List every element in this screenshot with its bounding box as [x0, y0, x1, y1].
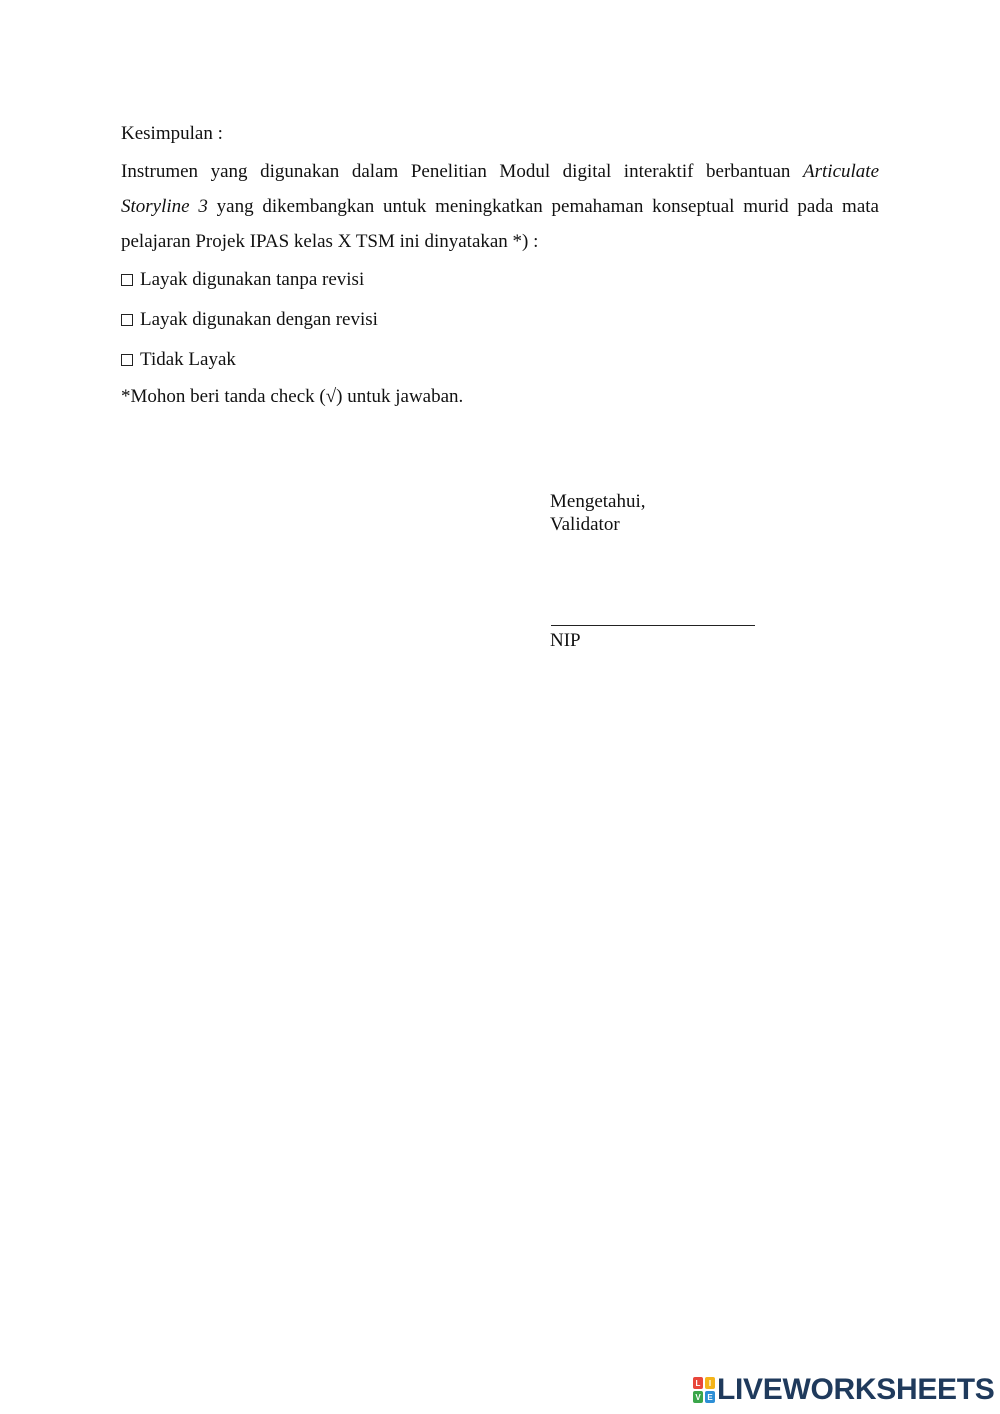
liveworksheets-logo-text: LIVEWORKSHEETS	[717, 1373, 995, 1406]
signature-nip: NIP	[550, 630, 581, 651]
signature-role: Validator	[550, 514, 620, 535]
paragraph-line-1	[121, 154, 879, 189]
conclusion-paragraph	[121, 154, 879, 259]
liveworksheets-logo	[693, 1373, 995, 1407]
paragraph-line-3	[121, 224, 879, 259]
paragraph-text-2: yang dikembangkan untuk meningkatkan pemahaman konseptual murid pada mata	[207, 196, 879, 217]
paragraph-text-1: Instrumen yang digunakan dalam Penelitian Modul digital interaktif berbantuan	[121, 161, 804, 182]
checkbox-icon[interactable]	[121, 274, 133, 286]
paragraph-line-2	[121, 189, 879, 224]
checkbox-icon[interactable]	[121, 354, 133, 366]
paragraph-italic-1: Articulate	[803, 161, 879, 182]
logo-letter-e: E	[705, 1391, 715, 1403]
logo-letter-v: V	[693, 1391, 703, 1403]
option-label: Layak digunakan dengan revisi	[140, 309, 378, 330]
checkbox-icon[interactable]	[121, 314, 133, 326]
liveworksheets-logo-icon	[693, 1377, 715, 1403]
conclusion-heading: Kesimpulan :	[121, 123, 223, 144]
instruction-note: *Mohon beri tanda check (√) untuk jawaban.	[121, 386, 464, 407]
signature-line	[551, 625, 755, 626]
option-feasible-no-revision[interactable]	[121, 268, 364, 292]
option-feasible-with-revision[interactable]	[121, 308, 378, 332]
paragraph-text-3: pelajaran Projek IPAS kelas X TSM ini dinyatakan *) :	[121, 231, 539, 252]
paragraph-italic-2: Storyline 3	[121, 196, 208, 217]
signature-acknowledged: Mengetahui,	[550, 491, 646, 512]
logo-letter-i: I	[705, 1377, 715, 1389]
option-not-feasible[interactable]	[121, 348, 236, 372]
logo-letter-l: L	[693, 1377, 703, 1389]
option-label: Layak digunakan tanpa revisi	[140, 269, 365, 290]
option-label: Tidak Layak	[140, 349, 236, 370]
